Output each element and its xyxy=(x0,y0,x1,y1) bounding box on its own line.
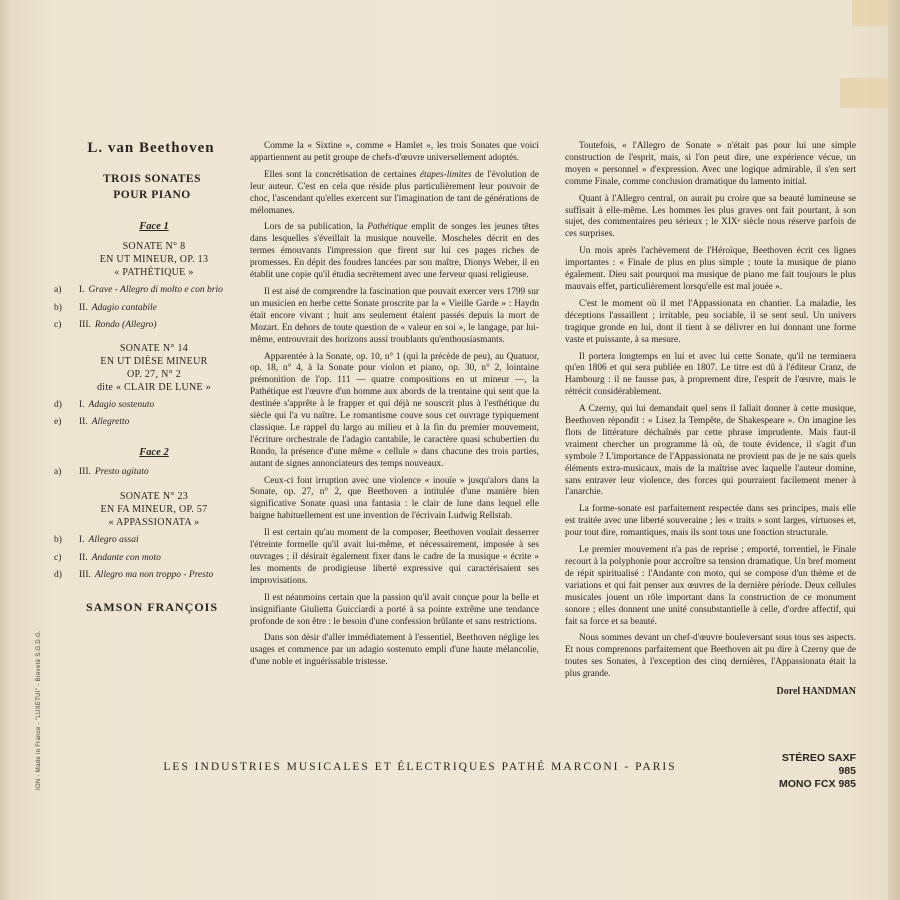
sonata-line: EN UT DIÈSE MINEUR xyxy=(100,355,208,367)
label-footer: LES INDUSTRIES MUSICALES ET ÉLECTRIQUES PATHÉ MARCONI - PARIS xyxy=(163,761,677,773)
notes-paragraph: A Czerny, qui lui demandait quel sens il fallait donner à cette musique, Beethoven répondit : « Lisez la Tempête, de Shakespeare ». On imagine les flots de littérature déchaînés par cette phrase imprudente. Mais faut-il vraiment chercher un programme là où, de toute évidence, il s'agit d'un symbole ? L'importance de l'Appassionata ne provient pas de je ne sais quels éléments extra-musicaux, mais de la maîtrise avec laquelle l'auteur domine, sans entraver leur violence, des forces qui pourraient facilement mener à l'anarchie. xyxy=(565,404,856,498)
movement-title: Grave - Allegro di molto e con brio xyxy=(88,285,223,295)
sleeve-spine xyxy=(888,0,900,900)
sonata-line: dite « CLAIR DE LUNE » xyxy=(96,381,212,393)
movement-item xyxy=(54,302,240,315)
notes-paragraph: Ceux-ci font irruption avec une violence « inouïe » jusqu'alors dans la Sonate, op. 27, n° 2, que Beethoven a intitulée d'une manière bien significative Sonate quasi una fantasia : le clair de lune dans lequel elle baigne habituellement est une invention de l'écrivain Ludwig Rellstab. xyxy=(250,475,539,522)
sonata-line: SONATE N° 23 xyxy=(119,491,189,502)
movement-title: Allegro ma non troppo - Presto xyxy=(94,570,214,580)
sonata-heading xyxy=(68,490,240,529)
movement-letter: a) xyxy=(54,285,62,295)
movement-item xyxy=(54,569,240,582)
sonata-line: « APPASSIONATA » xyxy=(108,517,200,528)
liner-notes-column-2 xyxy=(565,141,856,698)
notes-paragraph: Il est certain qu'au moment de la composer, Beethoven voulait desserrer l'étreinte formelle qu'il avait lui-même, et nécessairement, imposée à ses ouvrages ; il désirait également fixer dans le cadre de la musique « écrite » les moments de prodigieuse liberté expressive qui caractérisaient ses improvisations. xyxy=(250,528,539,586)
performer-name: SAMSON FRANÇOIS xyxy=(85,599,218,614)
movement-title: Allegro assai xyxy=(88,535,139,545)
notes-paragraph xyxy=(250,170,539,218)
movement-letter: c) xyxy=(54,552,62,563)
notes-text: Lors de sa publication, la xyxy=(264,222,368,233)
movement-letter: d) xyxy=(54,399,62,410)
notes-emphasis: étapes-limites xyxy=(419,169,472,180)
notes-paragraph: Toutefois, « l'Allegro de Sonate » n'était pas pour lui une simple construction de l'esprit, mais, si l'on peut dire, une expérience vécue, un moyen « personnel » d'expression. Avec une logique admirable, il s'en sert comme Finale, comme conclusion dramatique du lamento initial. xyxy=(565,141,856,187)
movement-item xyxy=(54,552,240,565)
composer-name: L. van Beethoven xyxy=(87,140,215,156)
movement-item xyxy=(54,416,240,429)
notes-paragraph: Comme la « Sixtine », comme « Hamlet », les trois Sonates que voici appartiennent au petit groupe de chefs-d'œuvre universellement adoptés. xyxy=(250,141,539,163)
notes-paragraph xyxy=(250,222,539,282)
notes-paragraph: Il portera longtemps en lui et avec lui cette Sonate, qu'il ne terminera qu'en 1806 et qui sera publiée en 1807. Le titre est dû à l'éditeur Cranz, de Hambourg : il ne fausse pas, à proprement dire, l'esprit de l'œuvre, mais le rétrécit considérablement. xyxy=(565,351,856,398)
work-title-line: POUR PIANO xyxy=(113,189,191,201)
movement-item xyxy=(54,534,240,547)
movement-letter: e) xyxy=(54,417,62,427)
sonata-heading xyxy=(68,342,240,394)
face-label: Face 2 xyxy=(139,446,169,458)
stereo-catalogue-number: STÉREO SAXF 985 xyxy=(781,752,856,777)
sleeve-edge-shadow xyxy=(0,0,10,900)
face-heading xyxy=(68,447,240,458)
movement-number: III. xyxy=(79,320,91,330)
notes-author: Dorel HANDMAN xyxy=(776,686,856,698)
movement-number: II. xyxy=(79,302,88,313)
sonata-line: EN UT MINEUR, OP. 13 xyxy=(99,254,209,265)
movement-title: Presto agitato xyxy=(94,466,149,477)
notes-text: emplit de songes les jeunes têtes dans lesquelles s'éveillait la musique nouvelle. Moscheles décrit en des termes émouvants l'impression que firent sur lui ces pages riches de promesses. En dépit des foudres lancées par son maître, Dionys Weber, il en établit une copie qu'il étudia secrètement avec une ferveur quasi religieuse. xyxy=(250,222,539,281)
face-heading xyxy=(68,221,240,232)
movement-number: I. xyxy=(79,535,85,545)
notes-paragraph: Le premier mouvement n'a pas de reprise ; emporté, torrentiel, le Finale recourt à la polyphonie pour accroître sa tension dramatique. Un bref moment de répit spiritualisé : l'Andante con moto, qui se compose d'un thème et de variations et qui fait penser aux œuvres de la dernière période. Deux cellules musicales jouent un rôle important dans la construction de ce monument sonore ; elles donnent une unité consubstantielle à celle, d'ordre affectif, qui fait sa force et sa beauté. xyxy=(565,545,856,627)
movement-item xyxy=(54,319,240,332)
movement-number: II. xyxy=(79,417,88,427)
sonata-line: SONATE N° 14 xyxy=(119,342,189,354)
tape-mark xyxy=(840,78,892,108)
notes-paragraph: C'est le moment où il met l'Appassionata en chantier. La maladie, les déceptions l'assaillent ; irritable, peu sociable, il se sent seul. Un univers tragique gronde en lui, dont il tient à se délivrer en lui donnant une forme vaste et puissante, à sa mesure. xyxy=(565,298,856,345)
sonata-line: SONATE N° 8 xyxy=(122,241,186,252)
notes-paragraph: Il est aisé de comprendre la fascination que pouvait exercer vers 1799 sur un musicien en herbe cette Sonate proscrite par la « Vieille Garde » : Haydn était encore vivant ; huit ans seulement étaient passés depuis la mort de Mozart. En dehors de toute question de « valeur en soi », le langage, par lui-même, entrouvrait des horizons aussi troublants qu'enthousiasmants. xyxy=(250,286,539,345)
manufacturer-note: ION - Made in France - "LUXETUI" - Breveté S.G.D.G. xyxy=(36,630,42,790)
notes-text: de l'évolution de leur auteur. C'est en cela que réside plus particulièrement leur pouvoir de choc, l'ascendant qu'elles exercent sur l'imagination de tant de générations de mélomanes. xyxy=(250,169,539,216)
catalogue-numbers xyxy=(772,752,856,791)
movement-title: Rondo (Allegro) xyxy=(94,320,157,330)
notes-paragraph: La forme-sonate est parfaitement respectée dans ses principes, mais elle est traitée avec une liberté souveraine ; les « traits » sont larges, virtuoses et, pour tout dire, romantiques, mais ils sont tous une fonction structurale. xyxy=(565,504,856,539)
movement-title: Allegretto xyxy=(91,417,130,427)
movement-item xyxy=(54,284,240,297)
notes-paragraph: Nous sommes devant un chef-d'œuvre bouleversant sous tous ses aspects. Et nous comprenons parfaitement que Beethoven ait pu dire à Czerny que de toutes ses Sonates, à l'exception des cinq dernières, l'Appassionata était la plus grande. xyxy=(565,633,856,680)
work-title xyxy=(64,171,240,203)
movement-title: Adagio sostenuto xyxy=(88,399,155,410)
notes-paragraph: Il est néanmoins certain que la passion qu'il avait conçue pour la belle et insignifiante Giulietta Guicciardi a porté à sa pointe extrême une tendance profonde de son être : le besoin d'une confession brûlante et sans restrictions. xyxy=(250,592,539,627)
programme-column xyxy=(54,140,240,615)
movement-letter: c) xyxy=(54,320,62,330)
notes-paragraph: Dans son désir d'aller immédiatement à l'essentiel, Beethoven néglige les usages et commence par un adagio sostenuto empli d'une haute mélancolie, d'une noble et inguérissable tristesse. xyxy=(250,633,539,668)
movement-item xyxy=(54,399,240,412)
tape-mark xyxy=(852,0,892,26)
liner-notes-column-1 xyxy=(250,141,539,674)
movement-number: III. xyxy=(79,466,91,477)
notes-paragraph: Apparentée à la Sonate, op. 10, n° 1 (qui la précède de peu), au Quatuor, op. 18, n° 4, à la Sonate pour violon et piano, op. 30, n° 2, lointaine prémonition de l'op. 111 — quatre compositions en ut mineur —, la Pathétique est l'œuvre d'un homme aux abords de la trentaine qui sent que la destinée s'apprête à le frapper et qui déjà ne souscrit plus à l'esthétique du siècle qui l'a vu naître. Le romantisme couve sous cet ouvrage typiquement classique. Le rappel du largo au milieu et à la fin du premier mouvement, l'écriture orchestrale de l'adagio cantabile, le caractère quasi schubertien du Rondo, la présence d'une même « cellule » dans chacune des trois parties, autant de signes annonciateurs des temps nouveaux. xyxy=(250,351,539,469)
sonata-line: EN FA MINEUR, OP. 57 xyxy=(100,504,208,515)
movement-letter: b) xyxy=(54,302,62,313)
work-title-line: TROIS SONATES xyxy=(102,173,201,185)
notes-paragraph: Quant à l'Allegro central, on aurait pu croire que sa beauté lumineuse se suffisait à elle-même. Les hommes les plus graves ont fait pourtant, à son sujet, des commentaires peu sérieux ; le XIXᵉ siècle nous réserve parfois de ces surprises. xyxy=(565,193,856,240)
notes-emphasis: Pathétique xyxy=(367,222,408,233)
movement-title: Andante con moto xyxy=(91,552,161,563)
movement-number: I. xyxy=(79,285,85,295)
movement-number: I. xyxy=(79,399,85,410)
sonata-heading xyxy=(68,240,240,279)
movement-letter: d) xyxy=(54,570,62,580)
notes-text: Elles sont la concrétisation de certaines xyxy=(264,169,420,180)
movement-letter: a) xyxy=(54,466,62,477)
sonata-line: « PATHÉTIQUE » xyxy=(114,267,194,278)
movement-title: Adagio cantabile xyxy=(91,302,157,313)
sonata-line: OP. 27, N° 2 xyxy=(127,368,181,380)
mono-catalogue-number: MONO FCX 985 xyxy=(778,778,856,790)
movement-item xyxy=(54,466,240,479)
movement-number: III. xyxy=(79,570,91,580)
notes-paragraph: Un mois après l'achèvement de l'Héroïque, Beethoven écrit ces lignes importantes : « Finale de plus en plus simple ; toute la musique de piano également. Dieu sait pourquoi ma musique de piano me fait toujours le plus mauvais effet, particulièrement lorsqu'elle est mal jouée ». xyxy=(565,246,856,292)
movement-letter: b) xyxy=(54,535,62,545)
movement-number: II. xyxy=(79,552,88,563)
face-label: Face 1 xyxy=(139,221,169,232)
